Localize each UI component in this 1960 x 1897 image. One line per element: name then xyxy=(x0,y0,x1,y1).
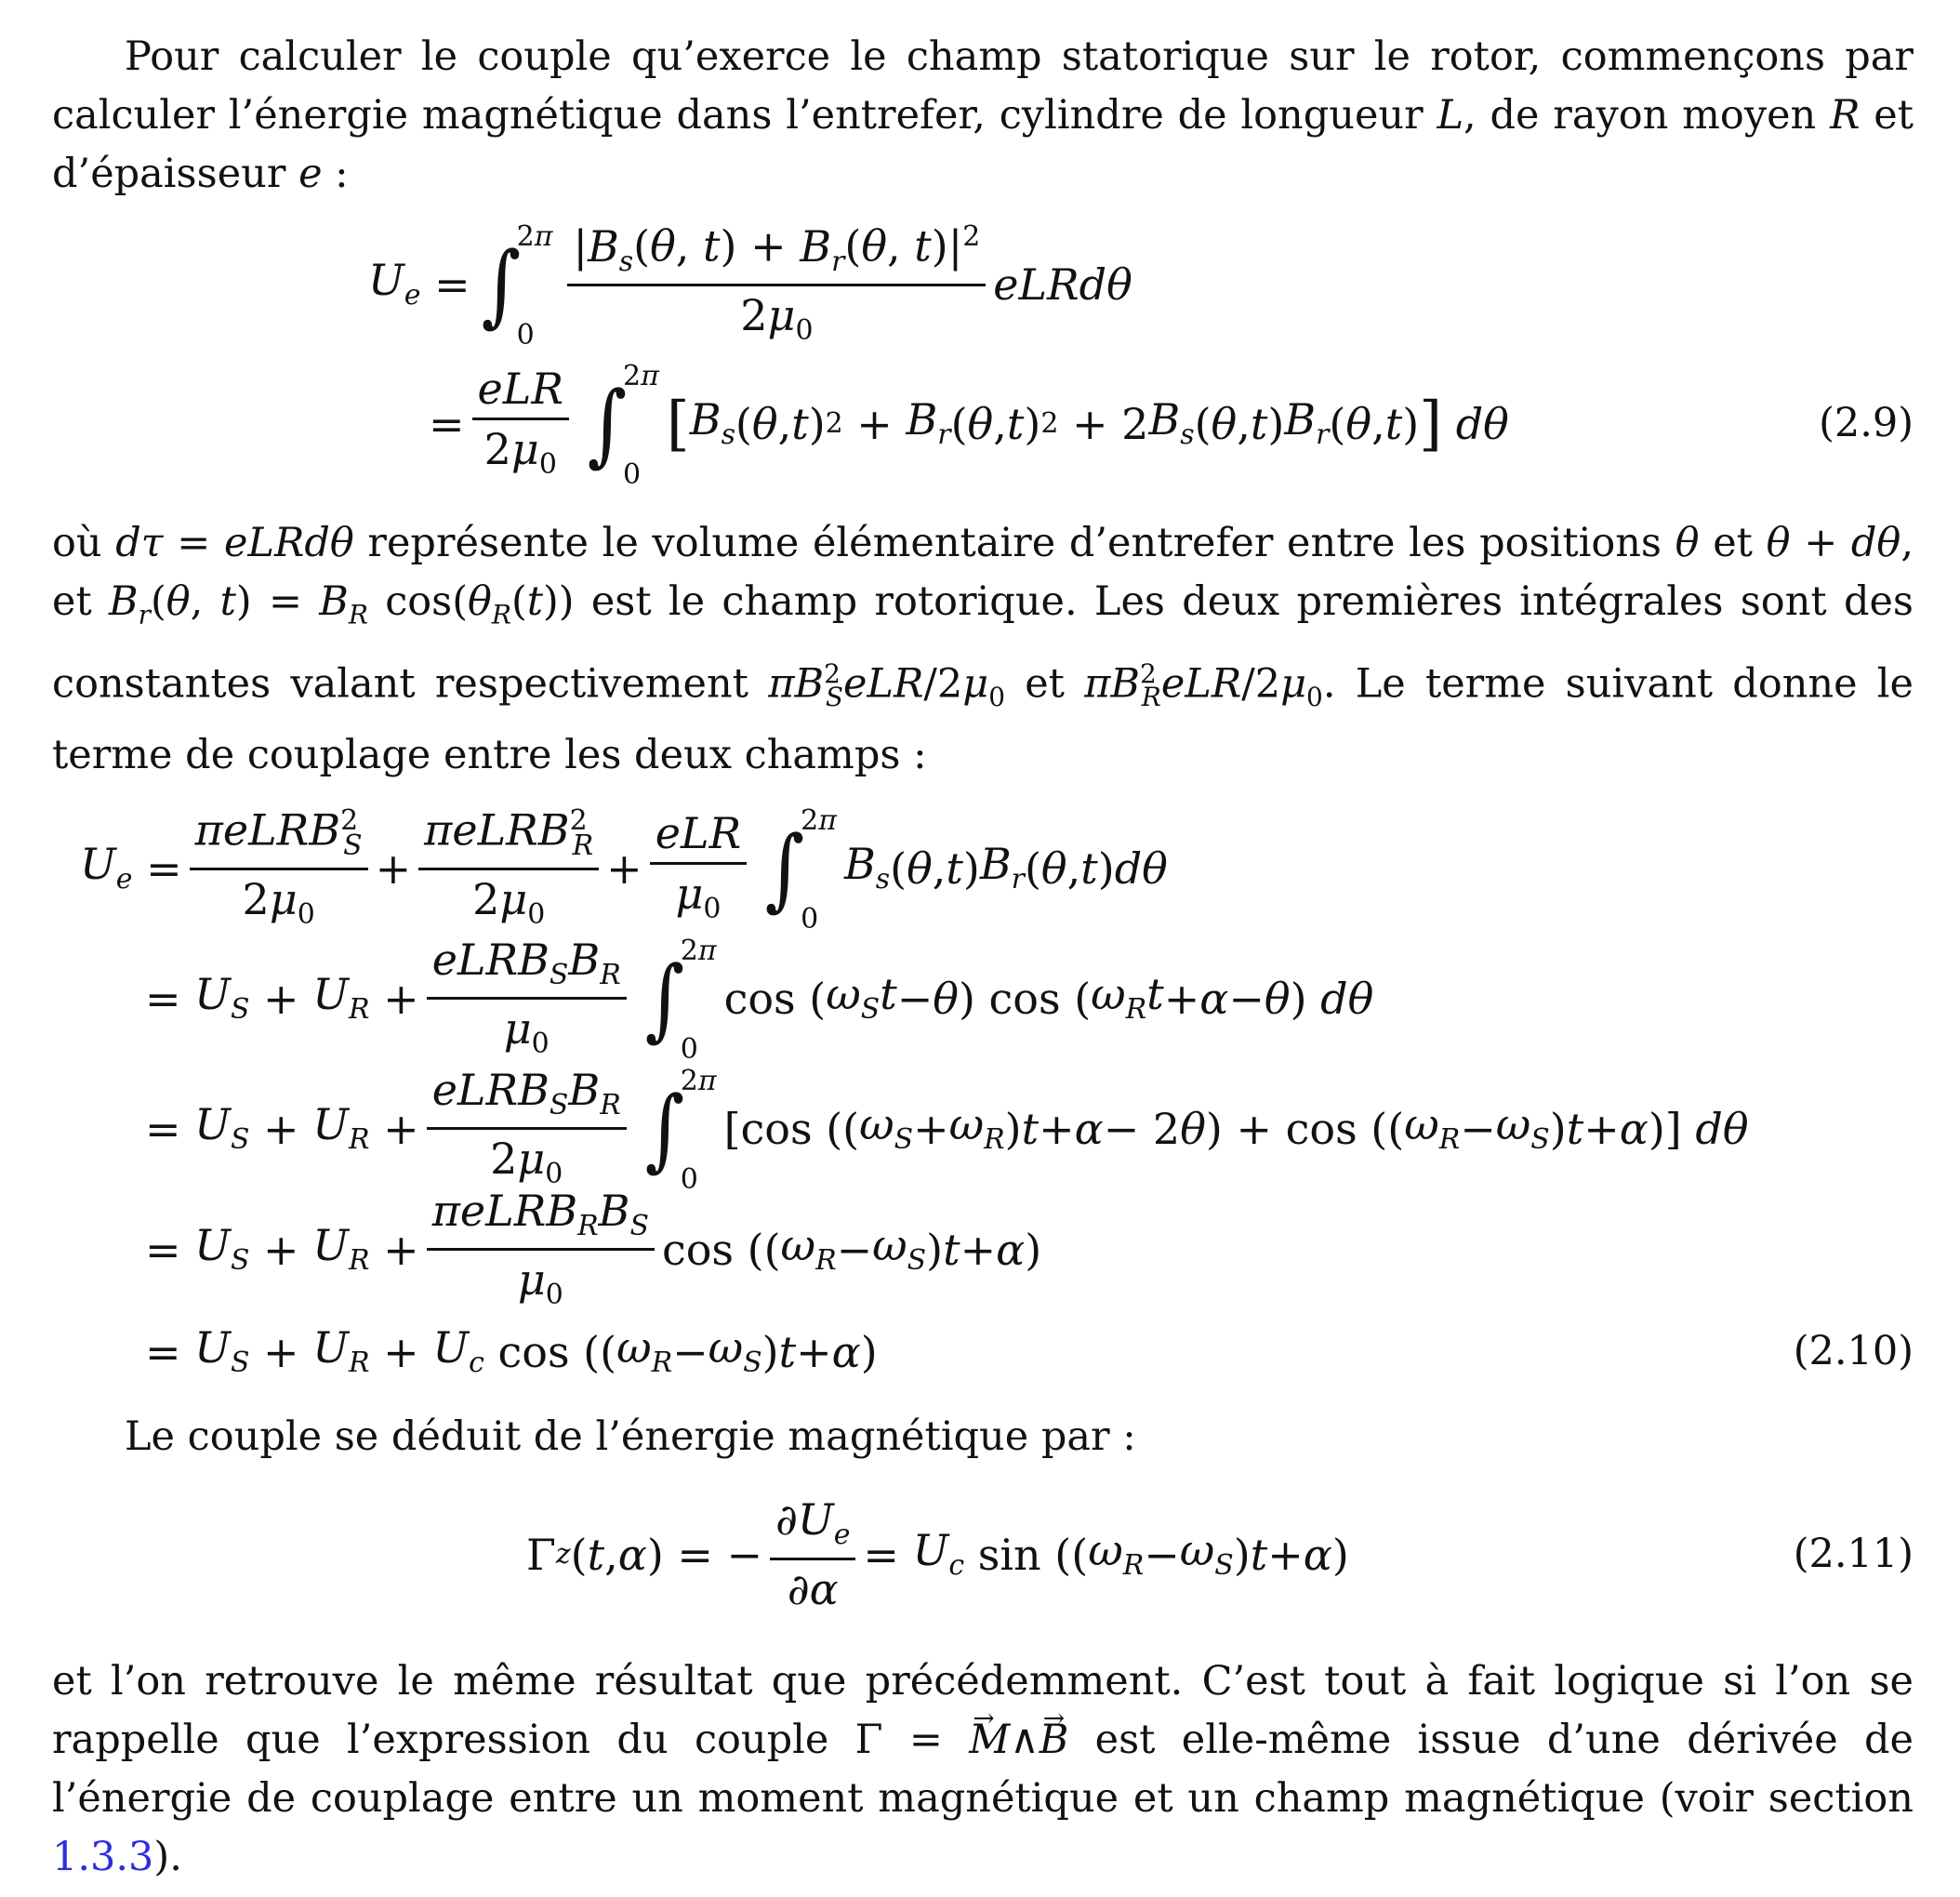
equation-2-9 xyxy=(52,217,1914,496)
equation-number: (2.10) xyxy=(1793,1328,1914,1375)
paragraph-conclusion: et l’on retrouve le même résultat que précédemment. C’est tout à fait logique si l’on se rappelle que l’expression du couple Γ = → M∧→ B est elle-même issue d’une dérivée de l’énergie de couplage entre un moment magnétique et un champ magnétique (voir section 1.3.3). xyxy=(52,1652,1914,1887)
equation-2-10-line3: = $U_S$ + $U_R$ + $\frac{eLRB_SB_R}{2\mu_0}$ ∫ 2π 0 [cos (( $\omega_S$ + $\omega_R$ ) t + α − 2 θ ) + cos (( $\omega_R$ − $\omega_S$ ) t + α )] dθ xyxy=(145,1064,1749,1196)
equation-2-10-line2: = $U_S$ + $U_R$ + $\frac{eLRB_SB_R}{\mu_0}$ ∫ 2π 0 cos ( $\omega_St$ − θ ) cos ( $\omega_Rt$ + α − θ ) dθ xyxy=(145,934,1374,1066)
equation-2-9-line1: $U_e$ = ∫ 2π 0 $\frac{|B_s(\theta, t) + B_r(\theta, t)|^2}{2\mu_0}$ eLRdθ xyxy=(368,219,1132,352)
equation-2-11-line1: Γ z ( t , α ) = − $\frac{\partial U_e}{\partial\alpha}$ = $U_c$ sin (( $\omega_R$ − $\omega_S$ ) t + α ) (2.11) xyxy=(526,1494,1914,1614)
equation-number: (2.9) xyxy=(1819,400,1914,446)
section-link[interactable]: 1.3.3 xyxy=(52,1833,154,1880)
equation-2-10 xyxy=(52,803,1914,1399)
paragraph-explanation: où dτ = eLRdθ représente le volume élémentaire d’entrefer entre les positions θ et θ + dθ, et $B_r(\theta$, $t) = B_R$ $\cos(\theta_R(t))$ est le champ rotorique. Les deux premières intégrales sont des constantes valant respectivement $\pi B^2_SeLR/2\mu_0$ et $\pi B^2_ReLR/2\mu_0$. Le terme suivant donne le terme de couplage entre les deux champs : xyxy=(52,520,1914,778)
equation-2-10-line5: = $U_S$ + $U_R$ + $U_c$ cos (( $\omega_R$ − $\omega_S$ ) t + α ) (2.10) xyxy=(145,1321,1914,1380)
equation-2-10-line4: = $U_S$ + $U_R$ + $\frac{\pi eLRB_RB_S}{\mu_0}$ cos (( $\omega_R$ − $\omega_S$ ) t + α ) xyxy=(145,1185,1042,1312)
equation-number: (2.11) xyxy=(1793,1531,1914,1578)
equation-2-11 xyxy=(52,1485,1914,1625)
equation-2-9-line2: = $\frac{\text{eLR}}{2\mu_0}$ ∫ 2π 0 [ $B_s$ ( θ , t ) 2 + $B_r$ ( θ , t ) 2 + 2 $B_s$ ( θ , t ) $B_r$ ( θ , t ) ] dθ (2.9) xyxy=(429,359,1914,491)
paragraph-couple: Le couple se déduit de l’énergie magnétique par : xyxy=(125,1413,1136,1460)
equation-2-10-line1: $U_e$ = $\frac{\pi eLRB^2_S}{2\mu_0}$ + $\frac{\pi eLRB^2_R}{2\mu_0}$ + $\frac{\text{eLR}}{\mu_0}$ ∫ 2π 0 $B_s$ ( θ , t ) $B_r$ ( θ , t ) dθ xyxy=(80,803,1168,935)
paragraph-intro: Pour calculer le couple qu’exerce le champ statorique sur le rotor, commençons par calculer l’énergie magnétique dans l’entrefer, cylindre de longueur L, de rayon moyen R et d’épaisseur e : xyxy=(52,33,1914,197)
